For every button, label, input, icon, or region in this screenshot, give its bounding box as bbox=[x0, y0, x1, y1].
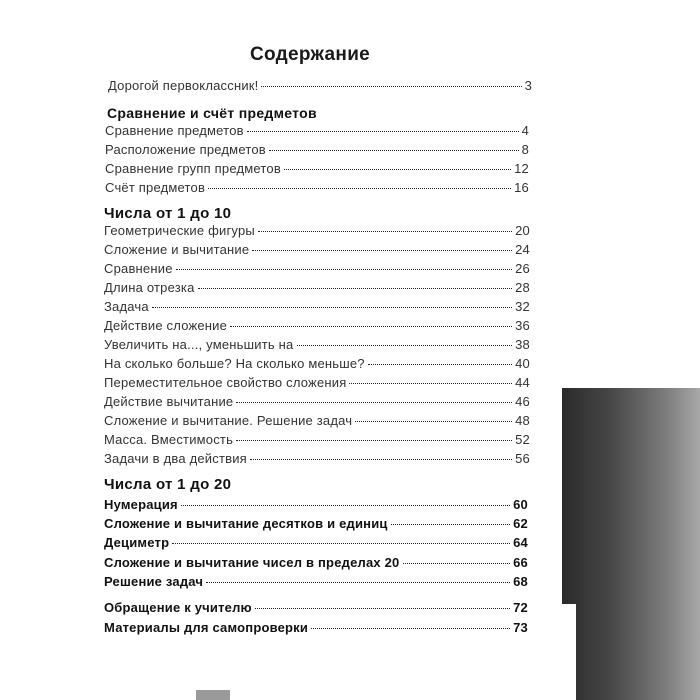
toc-entry bbox=[104, 432, 530, 447]
toc-dot-leader bbox=[176, 269, 512, 270]
toc-dot-leader bbox=[391, 524, 511, 525]
toc-entry-label: Обращение к учителю bbox=[104, 600, 252, 615]
toc-entry bbox=[104, 620, 528, 635]
toc-entry-page: 52 bbox=[515, 432, 530, 447]
page-edge-notch bbox=[562, 604, 576, 700]
toc-dot-leader bbox=[311, 628, 510, 629]
toc-entry bbox=[104, 516, 528, 531]
toc-entry-label: Сравнение предметов bbox=[105, 123, 244, 138]
toc-entry-page: 40 bbox=[515, 356, 530, 371]
toc-entry-label: Расположение предметов bbox=[105, 142, 266, 157]
toc-entry bbox=[104, 318, 530, 333]
toc-entry-label: Счёт предметов bbox=[105, 180, 206, 195]
toc-entry-page: 72 bbox=[513, 600, 528, 615]
section-heading: Числа от 1 до 20 bbox=[104, 476, 232, 493]
toc-entry bbox=[104, 600, 528, 615]
toc-dot-leader bbox=[252, 250, 512, 251]
toc-entry-page: 56 bbox=[515, 451, 530, 466]
toc-entry-page: 3 bbox=[524, 78, 532, 93]
toc-dot-leader bbox=[255, 608, 510, 609]
toc-dot-leader bbox=[172, 543, 510, 544]
toc-entry bbox=[104, 223, 530, 238]
toc-dot-leader bbox=[349, 383, 512, 384]
toc-entry-page: 26 bbox=[515, 261, 530, 276]
toc-entry-page: 38 bbox=[515, 337, 530, 352]
toc-dot-leader bbox=[230, 326, 512, 327]
toc-entry bbox=[104, 280, 530, 295]
toc-entry bbox=[108, 78, 532, 93]
toc-dot-leader bbox=[250, 459, 512, 460]
toc-entry-page: 28 bbox=[515, 280, 530, 295]
toc-dot-leader bbox=[236, 402, 512, 403]
toc-entry-label: Увеличить на..., уменьшить на bbox=[104, 337, 294, 352]
toc-entry-label: Задачи в два действия bbox=[104, 451, 247, 466]
toc-entry bbox=[105, 123, 529, 138]
toc-dot-leader bbox=[198, 288, 513, 289]
toc-entry-page: 36 bbox=[515, 318, 530, 333]
toc-entry-label: Длина отрезка bbox=[104, 280, 195, 295]
toc-entry-page: 46 bbox=[515, 394, 530, 409]
toc-entry-page: 66 bbox=[513, 555, 528, 570]
toc-entry-page: 68 bbox=[513, 574, 528, 589]
toc-entry bbox=[104, 535, 528, 550]
toc-entry-label: Масса. Вместимость bbox=[104, 432, 234, 447]
toc-dot-leader bbox=[355, 421, 512, 422]
toc-entry bbox=[104, 413, 530, 428]
toc-entry bbox=[104, 299, 530, 314]
toc-dot-leader bbox=[403, 563, 511, 564]
toc-entry-label: Сложение и вычитание чисел в пределах 20 bbox=[104, 555, 400, 570]
toc-entry bbox=[104, 451, 530, 466]
bottom-edge-strip bbox=[196, 690, 230, 700]
toc-entry-page: 62 bbox=[513, 516, 528, 531]
toc-entry-label: Нумерация bbox=[104, 497, 178, 512]
toc-entry bbox=[104, 394, 530, 409]
toc-dot-leader bbox=[181, 505, 510, 506]
toc-entry-label: Сложение и вычитание. Решение задач bbox=[104, 413, 353, 428]
toc-entry-page: 24 bbox=[515, 242, 530, 257]
toc-dot-leader bbox=[208, 188, 511, 189]
toc-entry-label: Сложение и вычитание десятков и единиц bbox=[104, 516, 388, 531]
toc-entry-label: Решение задач bbox=[104, 574, 204, 589]
toc-entry bbox=[105, 142, 529, 157]
toc-entry bbox=[104, 261, 530, 276]
toc-entry-page: 73 bbox=[513, 620, 528, 635]
toc-dot-leader bbox=[236, 440, 512, 441]
toc-entry-label: Сравнение bbox=[104, 261, 173, 276]
toc-entry-page: 8 bbox=[521, 142, 529, 157]
toc-entry bbox=[104, 497, 528, 512]
toc-entry-page: 60 bbox=[513, 497, 528, 512]
toc-entry bbox=[105, 180, 529, 195]
toc-dot-leader bbox=[258, 231, 512, 232]
toc-entry-label: Сравнение групп предметов bbox=[105, 161, 281, 176]
toc-entry-page: 48 bbox=[515, 413, 530, 428]
toc-entry-label: Задача bbox=[104, 299, 149, 314]
toc-entry-label: Дорогой первоклассник! bbox=[108, 78, 259, 93]
toc-entry bbox=[104, 375, 530, 390]
toc-entry-page: 32 bbox=[515, 299, 530, 314]
toc-entry-label: Переместительное свойство сложения bbox=[104, 375, 347, 390]
toc-entry-label: Дециметр bbox=[104, 535, 170, 550]
toc-title: Содержание bbox=[250, 44, 371, 65]
toc-entry-page: 64 bbox=[513, 535, 528, 550]
toc-entry bbox=[105, 161, 529, 176]
toc-entry-label: На сколько больше? На сколько меньше? bbox=[104, 356, 365, 371]
toc-entry bbox=[104, 356, 530, 371]
toc-dot-leader bbox=[368, 364, 512, 365]
toc-entry-label: Действие вычитание bbox=[104, 394, 234, 409]
toc-dot-leader bbox=[284, 169, 511, 170]
toc-dot-leader bbox=[247, 131, 519, 132]
toc-entry-page: 44 bbox=[515, 375, 530, 390]
toc-entry-page: 4 bbox=[521, 123, 529, 138]
toc-dot-leader bbox=[269, 150, 519, 151]
section-heading: Сравнение и счёт предметов bbox=[107, 105, 317, 121]
toc-entry bbox=[104, 574, 528, 589]
toc-dot-leader bbox=[152, 307, 512, 308]
toc-entry bbox=[104, 242, 530, 257]
toc-entry-label: Действие сложение bbox=[104, 318, 228, 333]
toc-entry-label: Материалы для самопроверки bbox=[104, 620, 309, 635]
toc-entry bbox=[104, 337, 530, 352]
section-heading: Числа от 1 до 10 bbox=[104, 205, 232, 222]
toc-entry-page: 16 bbox=[514, 180, 529, 195]
toc-dot-leader bbox=[297, 345, 513, 346]
toc-dot-leader bbox=[206, 582, 510, 583]
toc-entry-label: Сложение и вычитание bbox=[104, 242, 250, 257]
toc-entry bbox=[104, 555, 528, 570]
toc-entry-page: 20 bbox=[515, 223, 530, 238]
toc-entry-page: 12 bbox=[514, 161, 529, 176]
toc-entry-label: Геометрические фигуры bbox=[104, 223, 255, 238]
page-edge-shadow bbox=[562, 388, 700, 700]
toc-dot-leader bbox=[261, 86, 521, 87]
